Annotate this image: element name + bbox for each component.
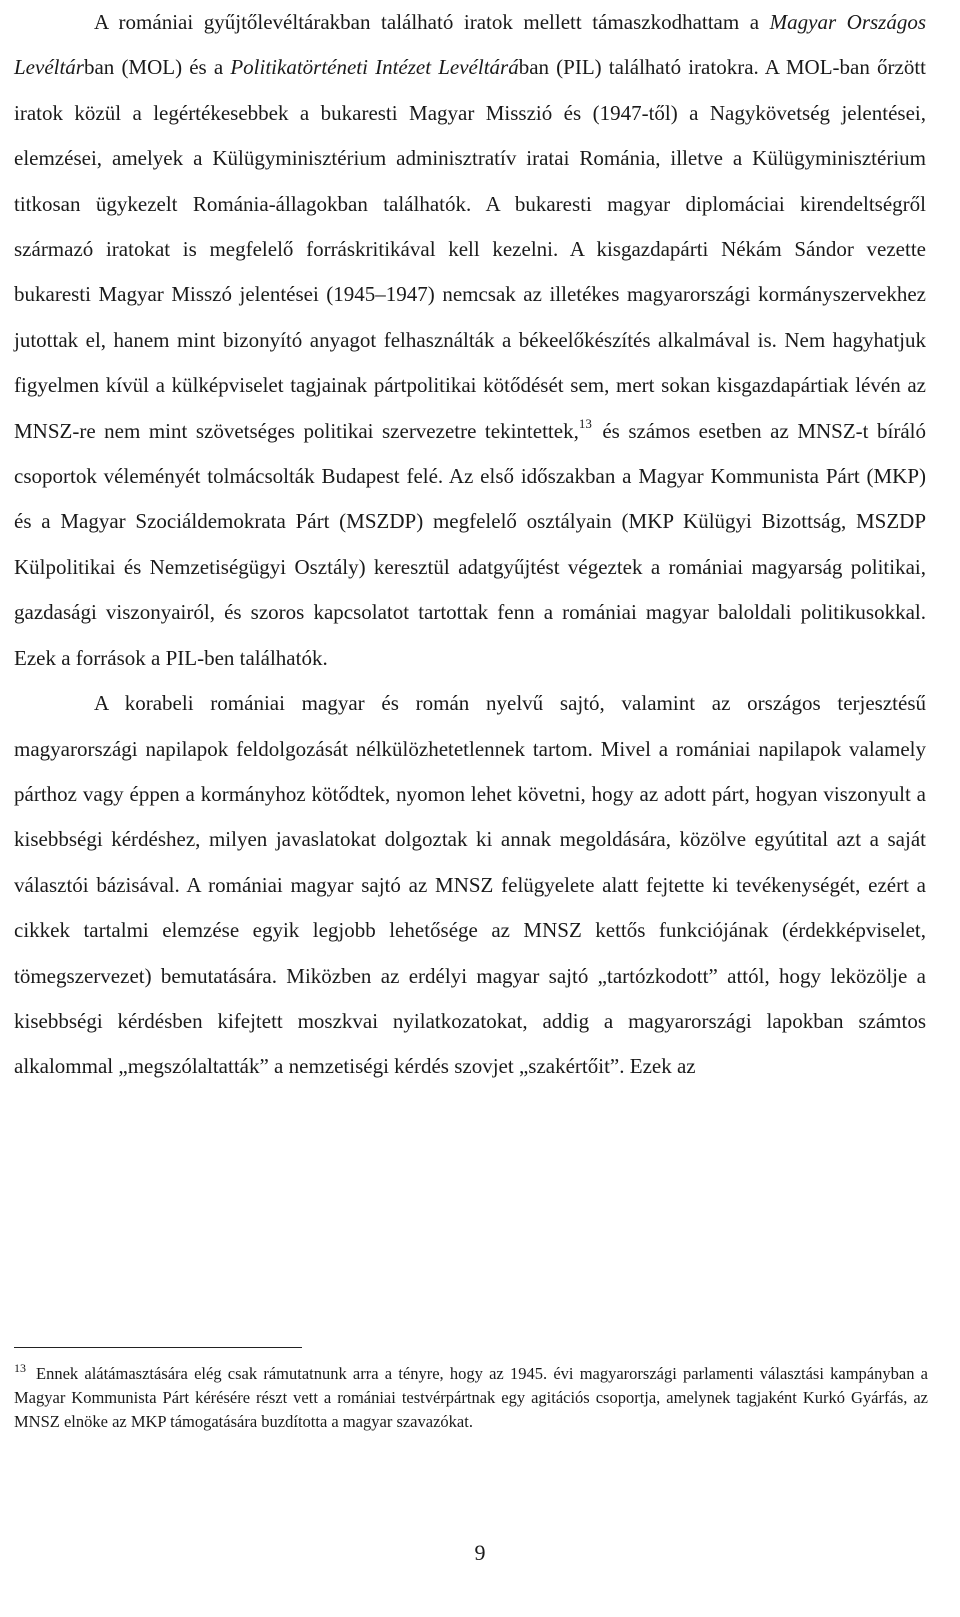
footnote-marker: 13 (14, 1361, 26, 1375)
paragraph-1 (14, 0, 926, 681)
text-run: ban (MOL) és a (83, 55, 231, 80)
paragraph-2: A korabeli romániai magyar és román nyelvű sajtó, valamint az országos terjesztésű magyarországi napilapok feldolgozását nélkülözhetetlennek tartom. Mivel a romániai napilapok valamely párthoz vagy éppen a kormányhoz kötődtek, nyomon lehet követni, hogy az adott párt, hogyan viszonyult a kisebbségi kérdéshez, milyen javaslatokat dolgoztak ki annak megoldására, közölve egyútital azt a saját választói bázisával. A romániai magyar sajtó az MNSZ felügyelete alatt fejtette ki tevékenységét, ezért a cikkek tartalmi elemzése egyik legjobb lehetősége az MNSZ kettős funkciójának (érdekképviselet, tömegszervezet) bemutatására. Miközben az erdélyi magyar sajtó „tartózkodott” attól, hogy leközölje a kisebbségi kérdésben kifejtett moszkvai nyilatkozatokat, addig a magyarországi lapokban számtos alkalommal „megszólaltatták” a nemzetiségi kérdés szovjet „szakértőit”. Ezek az (14, 691, 926, 1079)
text-run: A romániai gyűjtőlevéltárakban található iratok mellett támaszkodhattam a (94, 10, 770, 34)
italic-text: Magyar Országos Levéltár (14, 10, 927, 80)
footnote-text: Ennek alátámasztására elég csak rámutatnunk arra a tényre, hogy az 1945. évi magyarországi parlamenti választási kampányban a Magyar Kommunista Párt kérésére részt vett a romániai testvérpártnak egy agitációs csoportja, amelynek tagjaként Kurkó Gyárfás, az MNSZ elnöke az MKP támogatására buzdította a magyar szavazókat. (14, 1364, 928, 1431)
footnote-separator (14, 1347, 302, 1348)
footnote-reference: 13 (578, 415, 592, 431)
page-number: 9 (474, 1540, 486, 1565)
italic-text: Politikatörténeti Intézet Levéltárá (230, 55, 519, 80)
body-text (14, 0, 926, 1090)
footnote (14, 1362, 928, 1434)
text-run: és számos esetben az MNSZ-t bíráló csoportok véleményét tolmácsolták Budapest felé. Az első időszakban a Magyar Kommunista Párt (MKP) és a Magyar Szociáldemokrata Párt (MSZDP) megfelelő osztályain (MKP Külügyi Bizottság, MSZDP Külpolitikai és Nemzetiségügyi Osztály) keresztül adatgyűjtést végeztek a romániai magyarság politikai, gazdasági viszonyairól, és szoros kapcsolatot tartottak fenn a romániai magyar baloldali politikusokkal. Ezek a források a PIL-ben találhatók. (14, 418, 926, 670)
text-run: ban (PIL) található iratokra. A MOL-ban őrzött iratok közül a legértékesebbek a bukaresti Magyar Misszió és (1947-től) a Nagykövetség jelentései, elemzései, amelyek a Külügyminisztérium adminisztratív iratai Románia, illetve a Külügyminisztérium titkosan ügykezelt Románia-állagokban találhatók. A bukaresti magyar diplomáciai kirendeltségről származó iratokat is megfelelő forráskritikával kell kezelni. A kisgazdapárti Nékám Sándor vezette bukaresti Magyar Misszó jelentései (1945–1947) nemcsak az illetékes magyarországi kormányszervekhez jutottak el, hanem mint bizonyító anyagot felhasználták a békeelőkészítés alkalmával is. Nem hagyhatjuk figyelmen kívül a külképviselet tagjainak pártpolitikai kötődését sem, mert sokan kisgazdapártiak lévén az MNSZ-re nem mint szövetséges politikai szervezetre tekintettek, (14, 55, 926, 443)
